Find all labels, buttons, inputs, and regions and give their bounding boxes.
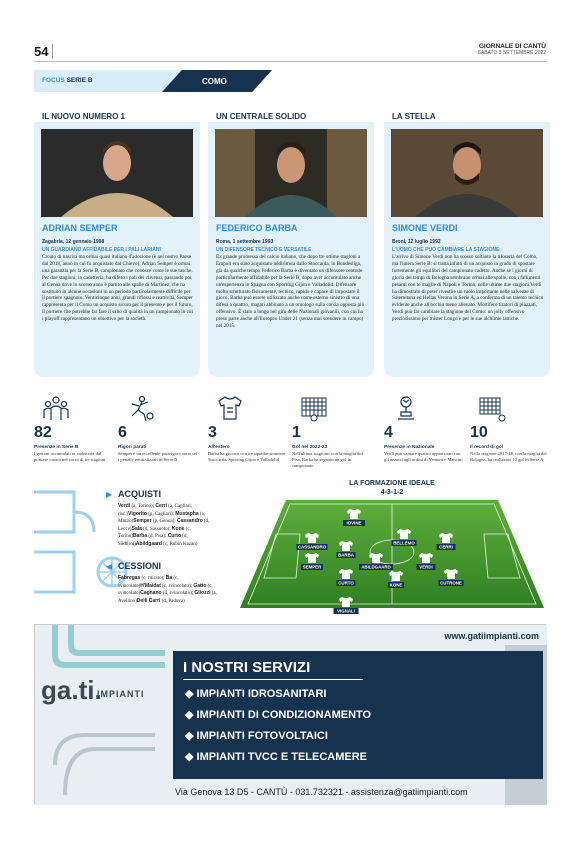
transfer-detail: (c, svincolato) [118,583,213,596]
focus-prefix: FOCUS [42,77,65,84]
transfer-detail: (a, Avellino) [118,591,217,604]
transfer-detail: (c, svincolato) [118,576,179,589]
shot-icon [478,394,506,422]
player-tagline: UN DIFENSORE TECNICO E VERSATILE [216,247,312,253]
acquisti-bullet-icon: ▶ [106,490,113,499]
player-name: Sala [131,525,142,532]
formation-title: LA FORMAZIONE IDEALE [349,480,435,487]
player-name: Cagnano [140,590,162,596]
stat-number: 82 [34,424,52,441]
transfer-detail: (c, ritirato); [140,576,166,581]
stat-label: Gol nel 2022-23 [292,445,328,450]
pitch [238,478,546,614]
player-name: Vigorito [128,510,147,517]
stat-label: Presenze in Serie B [34,445,79,450]
gati-logo: ga.ti. [41,675,102,705]
player-name: Verdi [118,503,131,509]
player-label: CERRI [439,544,453,550]
player-photo [215,129,367,217]
transfer-detail: (c, svincolato); [160,583,194,589]
player-name: Fabregas [118,575,141,581]
player-label: CASSANDRO [297,544,327,550]
formation-module: 4-3-1-2 [380,489,404,496]
services-rule [183,679,363,680]
player-card-semper [34,122,200,377]
player-name: SIMONE VERDI [392,223,458,233]
service-item: ◆ IMPIANTI IDROSANITARI [185,688,327,700]
acquisti-list [118,503,220,548]
player-tagline: UN GUARDIANO AFFIDABILE PER I PALI LARIANI [42,247,161,253]
service-item: ◆ IMPIANTI TVCC E TELECAMERE [185,751,368,763]
stat-label: Presenze in Nazionale [384,445,435,450]
stat-label: Il record di gol [470,445,504,450]
player-bio: Ex grande promessa del calcio italiano, che dopo tre ottime stagioni a Empoli era stato acquistato addirittura dallo Stoccarda, in Bundesliga, già da qualche tempo Federico Barba è diventato un difensore centrale particolarmente affidabile per la Serie B, dopo aver accumulato anche un'esperienza in Spagna con Sporting Gijon e Valladolid. Difensore molto strutturato fisicamente, tecnico, rapido e capace di impostare il gioco, Barba può essere utilizzato anche come esterno sinistro di una difesa a quattro, magari abbinato a un omologo sulla corsia opposta più offensivo. È stato a lungo nel giro delle Nazionali giovanili, con cui ha preso parte anche all'Europeo Under 21 (senza mai scendere in campo) nel 2015. [216,254,365,330]
player-label: KONE [389,582,403,588]
card-heading-3: LA STELLA [392,112,436,121]
masthead [478,43,546,56]
service-label: IMPIANTI IDROSANITARI [196,688,327,700]
acquisti-title: ACQUISTI [118,489,162,499]
portrait-illustration [41,129,193,217]
card-heading-1: IL NUOVO NUMERO 1 [42,112,125,121]
player-birth: Broni, 12 luglio 1992 [392,239,441,245]
transfer-detail: (d, Padova) [160,598,185,604]
transfer-detail: (d, Sassuolo); [141,526,172,532]
service-item: ◆ IMPIANTI FOTOVOLTAICI [185,730,328,742]
service-label: IMPIANTI DI CONDIZIONAMENTO [196,709,372,721]
player-name: Cassandro [176,518,203,524]
stat-number: 3 [208,424,217,441]
player-name: Semper [133,518,152,524]
player-name: FEDERICO BARBA [216,223,298,233]
player-name: ADRIAN SEMPER [42,223,118,233]
team-name: COMO [202,77,227,86]
player-label: CUTRONE [440,580,462,586]
player-name: Barba [132,533,148,539]
player-label: ABILDGAARD [361,564,391,570]
player-name: Mustapha [175,510,199,517]
player-label: BARBA [338,552,354,558]
focus-topic: SERIE B [66,77,93,84]
portrait-illustration [215,129,367,217]
player-card-verdi [384,122,550,377]
service-label: IMPIANTI FOTOVOLTAICI [196,730,328,742]
player-label: BELLEMO [393,540,415,546]
stat-desc: I gettoni accumulati in cadetteria dal portiere croato nel corso di tre stagioni [34,451,106,462]
transfer-detail: (d, Lecce) [118,519,210,532]
transfer-detail: (d, svincolato); [161,591,195,596]
stat-desc: Barba ha giocato con tre squadre straniere: Stoccarda, Sporting Gijon e Valladolid [208,451,287,462]
player-name: Ba [165,575,173,581]
player-name: Gliozzi [194,590,211,596]
ad-url[interactable]: www.gatiimpianti.com [444,631,539,641]
player-birth: Roma, 1 settembre 1993 [216,239,274,245]
player-label: VIGNALI [337,608,355,614]
goal-net-icon [300,394,328,422]
player-photo [391,129,543,217]
transfer-detail: (a, Mazzo) [118,511,205,524]
transfer-detail: (d, Pisa); [147,534,168,539]
page-number: 54 [34,44,49,59]
focus-label [42,77,93,84]
transfer-detail: (p, Cagliari); [146,511,176,517]
player-name: Abildgaard [135,540,162,547]
cessioni-title: CESSIONI [118,561,162,571]
transfer-detail: (a, Cagliari, risc.) [118,504,193,517]
services-title: I NOSTRI SERVIZI [183,659,311,676]
issue-date: SABATO 3 SETTEMBRE 2022 [477,50,546,56]
player-label: IOVINE [346,520,362,526]
player-card-barba [208,122,374,377]
player-label: SEMPER [302,564,322,570]
stat-desc: Nella stagione 2017-18, con la maglia del Bologna, ha realizzato 10 gol in Serie A [470,451,547,462]
cessioni-list [118,575,220,605]
player-name: Curto [167,533,182,539]
stat-desc: Semper è un eccellente pararigori: sono sei i penalty neutralizzati in Serie B [118,451,198,462]
player-bio: Croato di nascita ma ormai quasi italiano d'adozione (è nel nostro Paese dal 2018, anno in cui fu acquistato dal Chievo), Adrian Semper è ormai una garanzia per la Serie B, campionato che conosce come le sue tasche. Per due stagioni, in cadetteria, ha difeso i pali dei clivensi, passando poi al Genoa dove lo scorso anno è partito alle spalle di Martinez, che ha sostituito in alcune occasioni in un periodo particolarmente difficile per il portiere spagnolo. Venticinque anni, grandi riflessi e reattività, Semper rappresenta per il Como un acquisto sicuro per il presente e per il futuro, il portiere che potrebbe far fare il salto di qualità in un campionato in cui i playoff rappresentano un obiettivo per la società. [42,254,193,323]
transfer-detail: (c, Torino) [118,526,191,539]
stat-label: Rigori parati [118,445,147,450]
player-label: VERDI [419,564,433,570]
stat-number: 6 [118,424,127,441]
ad-contact: Via Genova 13 D5 - CANTÙ - 031.732321 - assistenza@gatiimpianti.com [175,787,468,797]
service-item: ◆ IMPIANTI DI CONDIZIONAMENTO [185,709,372,721]
card-heading-2: UN CENTRALE SOLIDO [216,112,307,121]
stat-number: 10 [470,424,488,441]
player-name: Gatto [193,582,207,589]
player-name: Cerri [155,503,168,509]
goalkeeper-icon [126,394,154,422]
player-label: CURTO [338,580,354,586]
divider [52,44,53,59]
player-name: H'Maidat [140,582,161,589]
transfer-detail: (a, Torino); [130,504,156,509]
players-icon [42,394,70,422]
trophy-icon [392,394,420,422]
player-photo [41,129,193,217]
player-name: Delli Carri [136,597,161,604]
stat-desc: Nell'ultima stagione, con la maglia del Pisa, Barba ha segnato un gol in campionato [292,451,363,468]
jersey-icon [216,394,244,422]
gati-logo-sub: IMPIANTI [97,689,145,699]
stat-number: 1 [292,424,301,441]
stat-desc: Verdi può vantare quattro apparizioni con gli azzurri agli ordini di Ventura e Mancini [384,451,463,462]
advertisement [34,624,546,804]
cessioni-bullet-icon: ◀ [106,562,113,571]
player-tagline: L'UOMO CHE PUÒ CAMBIARE LA STAGIONE [392,247,500,253]
player-bio: L'arrivo di Simone Verdi non ha scosso soltanto la tifoseria del Como, ma l'intera Serie B: si tratta infatti di un acquisto in grado di spostare fortemente gli equilibri del campionato cadetto. Anche se i giorni di gloria dei tempi di Bologna sembrano ormai alle spalle, con i fallimenti pesanti con le maglie di Napoli e Torino, nelle ultime due stagioni Verdi ha dimostrato di poter rivestire un ruolo importante nelle salvezze di Salernitana ed Hellas Verona in Serie A, a conferma di un talento tecnico evidente anche all'occhio meno allenato. Mortifero tiratori di piazzati, Verdi può far cambiare la stagione del Como: un jolly offensivo preziosissimo per mister Longo e per le sue alchimie tattiche. [392,254,544,323]
stat-label: All'estero [208,445,230,450]
paper-name: GIORNALE DI CANTÙ [478,43,546,50]
transfer-detail: (d, Südtirol) [118,534,188,547]
transfer-detail: (c, Rubin Kazan) [161,541,198,547]
transfer-detail: (p, Genoa); [151,519,177,524]
header-rule [34,61,546,62]
player-birth: Zagabria, 12 gennaio 1998 [42,239,105,245]
stat-number: 4 [384,424,393,441]
player-name: Kone [171,525,185,532]
service-label: IMPIANTI TVCC E TELECAMERE [196,751,368,763]
focus-bar [34,70,546,92]
portrait-illustration [391,129,543,217]
